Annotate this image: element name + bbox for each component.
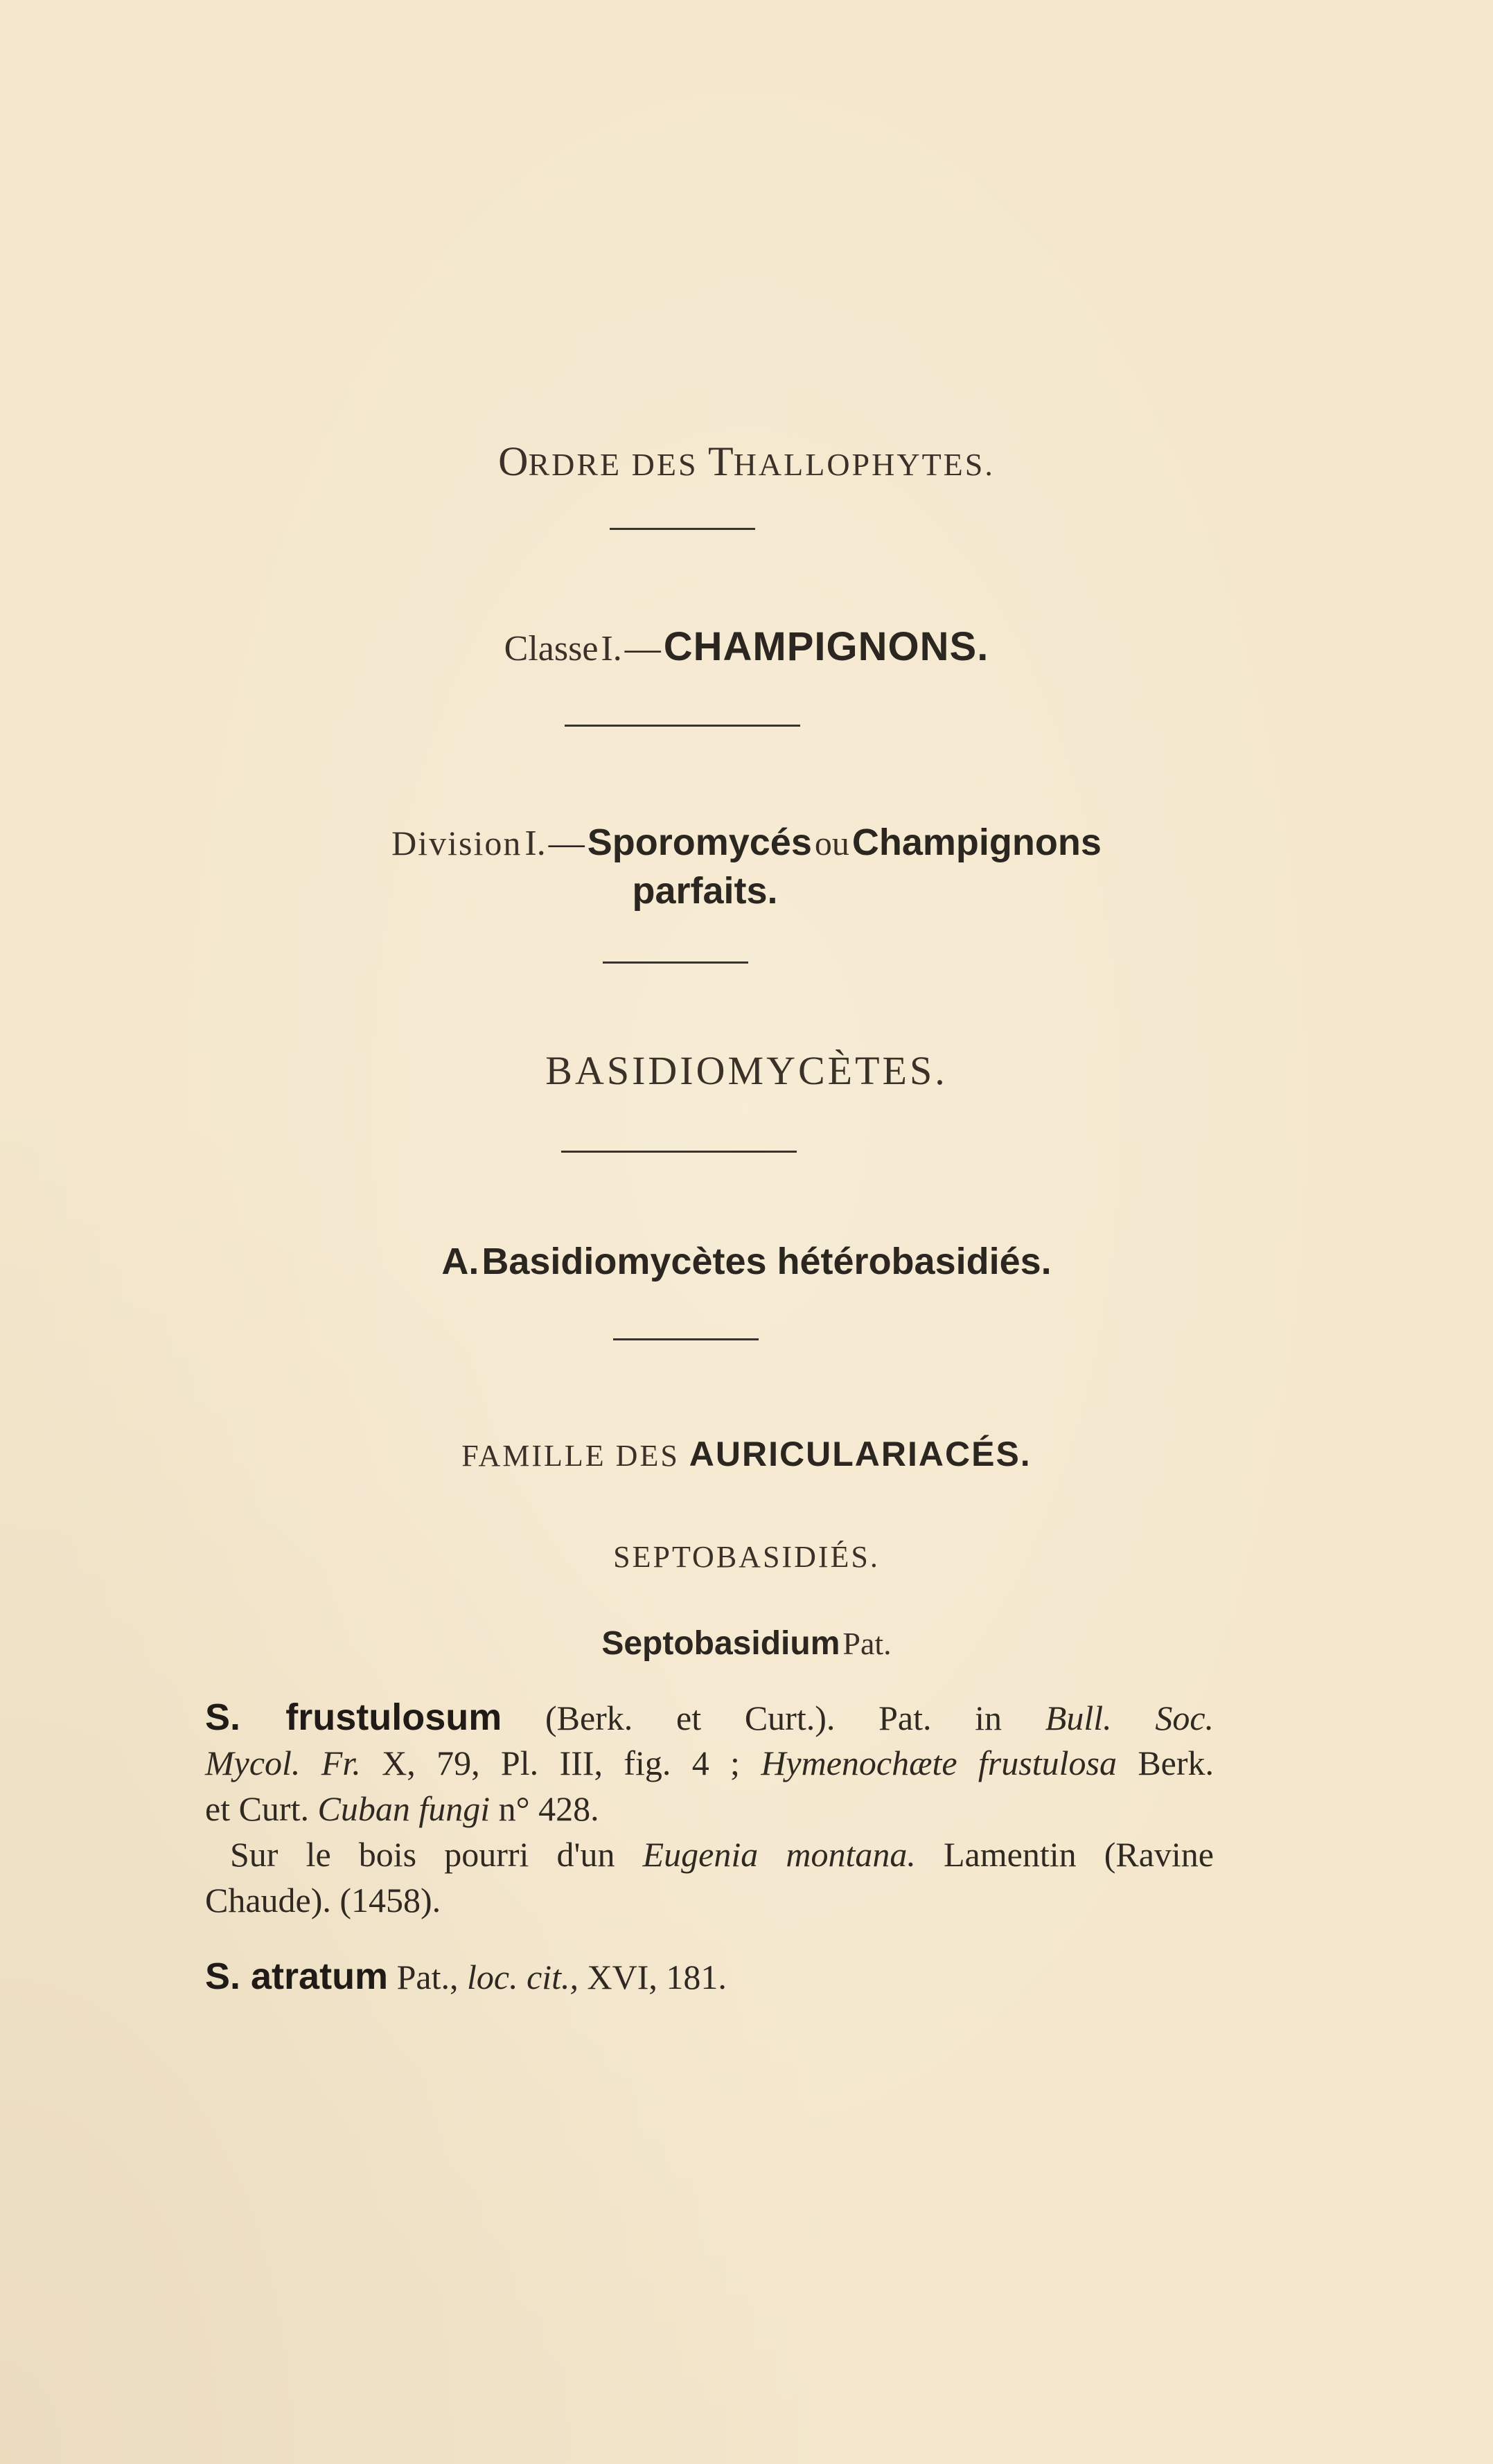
- species-host: Eugenia montana.: [642, 1835, 916, 1874]
- genus-author: Pat.: [842, 1626, 892, 1661]
- division-number: I.: [524, 824, 546, 863]
- order-initial: O: [498, 438, 529, 484]
- division-name: Sporomycés: [587, 822, 812, 863]
- species-reference: X, 79, Pl. III, fig. 4 ;: [382, 1744, 740, 1782]
- order-initial-t: T: [708, 438, 734, 484]
- divider-rule: [613, 1338, 759, 1340]
- division-name-2: Champignons: [851, 822, 1102, 863]
- species-work-ref: n° 428.: [498, 1789, 599, 1828]
- genus-heading: [0, 1624, 1493, 1663]
- species-2-loc: loc. cit.,: [466, 1958, 579, 1996]
- species-journal-2: Mycol. Fr.: [205, 1744, 361, 1782]
- class-dash: —: [624, 629, 661, 668]
- section-heading: [0, 1240, 1493, 1283]
- species-entry-line-1: [205, 1694, 1214, 1741]
- family-name: AURICULARIACÉS.: [689, 1435, 1032, 1473]
- species-locality: Lamentin (Ravine: [944, 1835, 1214, 1874]
- divider-rule: [603, 961, 748, 964]
- division-heading: [0, 821, 1493, 864]
- subclass-heading: BASIDIOMYCÈTES.: [545, 1048, 948, 1093]
- species-work: Cuban fungi: [317, 1789, 491, 1828]
- species-2-name: S. atratum: [205, 1956, 389, 1997]
- divider-rule: [610, 528, 755, 530]
- species-habitat: Sur le bois pourri d'un: [230, 1835, 615, 1874]
- division-ou: ou: [814, 824, 849, 862]
- division-name-3: parfaits.: [632, 870, 778, 912]
- family-heading: [0, 1434, 1493, 1474]
- class-number: I.: [601, 629, 622, 668]
- species-synonym-author-2: et Curt.: [205, 1789, 309, 1828]
- species-locality-2: Chaude). (1458).: [205, 1881, 441, 1920]
- section-name: Basidiomycètes hétérobasidiés.: [482, 1241, 1052, 1282]
- division-label: Division: [391, 824, 522, 862]
- species-journal: Bull. Soc.: [1045, 1699, 1214, 1737]
- class-name: CHAMPIGNONS.: [663, 624, 989, 669]
- divider-rule: [561, 1151, 797, 1153]
- order-heading: [0, 438, 1493, 486]
- species-entry-2: [205, 1953, 1214, 2000]
- division-heading-line2: [0, 869, 1451, 912]
- species-synonym-author: Berk.: [1138, 1744, 1214, 1782]
- species-entry-line-3: [205, 1786, 1214, 1832]
- species-habitat-line-2: [205, 1877, 1214, 1923]
- section-letter: A.: [441, 1241, 479, 1282]
- family-prefix: FAMILLE DES: [461, 1439, 689, 1473]
- division-dash: —: [548, 824, 585, 863]
- species-entry-line-2: [205, 1740, 1214, 1786]
- species-synonym: Hymenochæte frustulosa: [761, 1744, 1117, 1782]
- species-2-author: Pat.,: [396, 1958, 459, 1996]
- species-habitat-line-1: [230, 1832, 1214, 1877]
- tribe-heading: SEPTOBASIDIÉS.: [613, 1540, 880, 1574]
- divider-rule: [565, 725, 800, 727]
- order-text-2: HALLOPHYTES.: [733, 447, 995, 482]
- species-2-ref: XVI, 181.: [587, 1958, 727, 1996]
- species-authors: (Berk. et Curt.). Pat. in: [545, 1699, 1002, 1737]
- class-label: Classe: [504, 629, 599, 668]
- class-heading: [0, 623, 1493, 670]
- genus-name: Septobasidium: [601, 1625, 840, 1662]
- species-name: S. frustulosum: [205, 1696, 502, 1738]
- order-text: RDRE DES: [528, 447, 709, 482]
